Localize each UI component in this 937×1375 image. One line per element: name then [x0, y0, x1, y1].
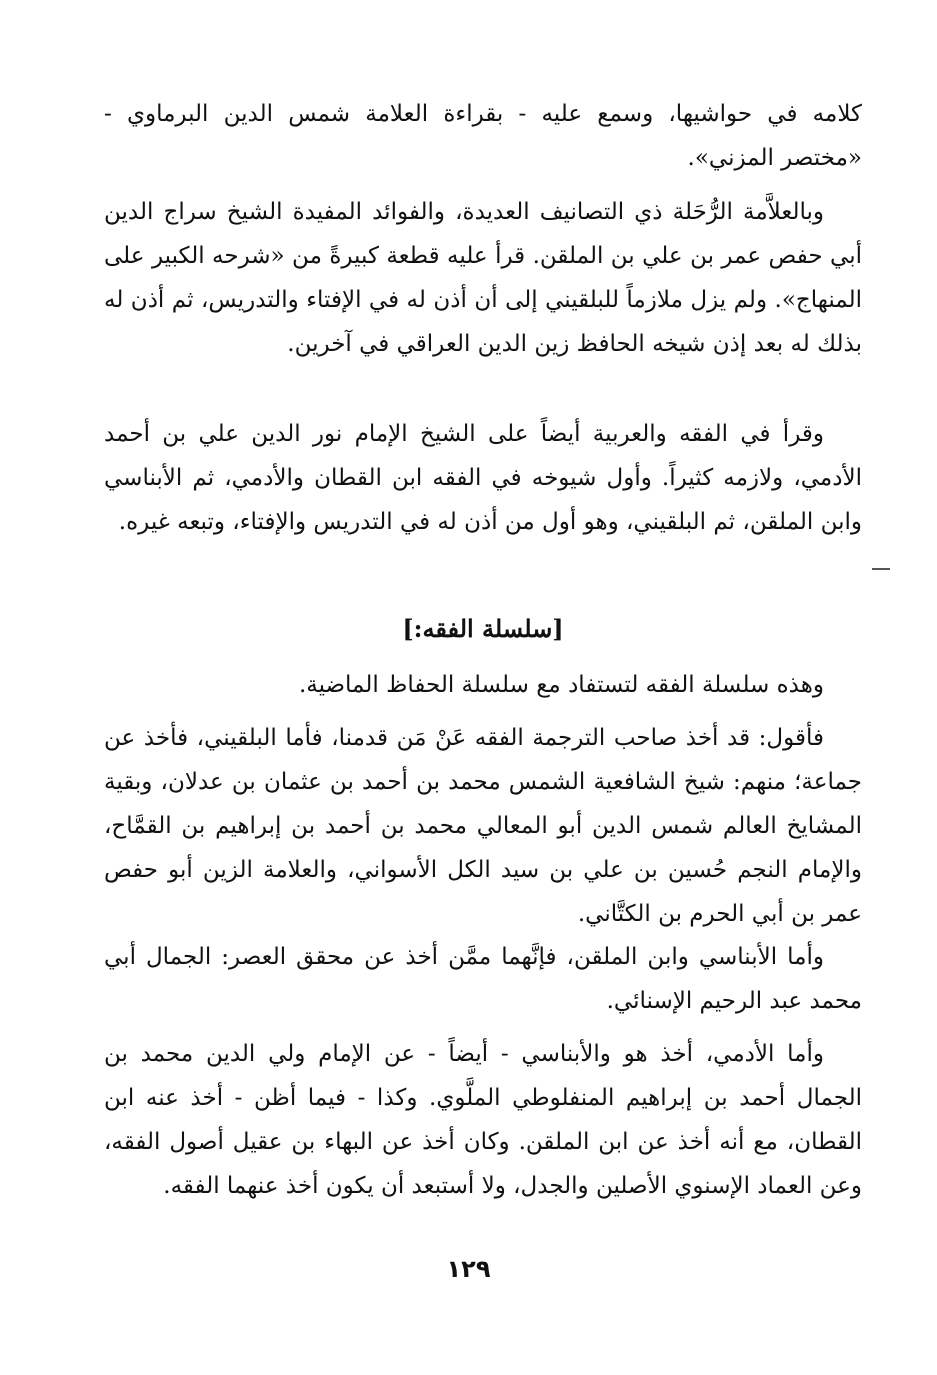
paragraph-adami-teachers: وأما الأدمي، أخذ هو والأبناسي - أيضاً - عن الإمام ولي الدين محمد بن الجمال أحمد بن إبراهيم المنفلوطي الملَّوي. وكذا - فيما أظن - أخذ عنه ابن القطان، مع أنه أخذ عن ابن الملقن. وكان أخذ عن البهاء بن عقيل أصول الفقه، وعن العماد الإسنوي الأصلين والجدل، ولا أستبعد أن يكون أخذ عنهما الفقه. [104, 1041, 862, 1199]
paragraph-bulqini-teachers: فأقول: قد أخذ صاحب الترجمة الفقه عَنْ مَن قدمنا، فأما البلقيني، فأخذ عن جماعة؛ منهم: شيخ الشافعية الشمس محمد بن أحمد بن عثمان بن عدلان، وبقية المشايخ العالم شمس الدين أبو المعالي محمد بن أحمد بن إبراهيم بن القمَّاح، والإمام النجم حُسين بن علي بن سيد الكل الأسواني، والعلامة الزين أبو حفص عمر بن أبي الحرم بن الكتَّاني. [104, 725, 862, 927]
margin-mark [872, 568, 890, 570]
paragraph-fiqh-teachers: وقرأ في الفقه والعربية أيضاً على الشيخ الإمام نور الدين علي بن أحمد الأدمي، ولازمه كثيراً. وأول شيوخه في الفقه ابن القطان والأدمي، ثم الأبناسي وابن الملقن، ثم البلقيني، وهو أول من أذن له في التدريس والإفتاء، وتبعه غيره. [104, 421, 862, 535]
page-number: ١٢٩ [446, 1255, 491, 1283]
paragraph-abnasi-teachers: وأما الأبناسي وابن الملقن، فإنَّهما ممَّن أخذ عن محقق العصر: الجمال أبي محمد عبد الرحيم الإسنائي. [104, 944, 862, 1014]
section-heading: [سلسلة الفقه:] [402, 614, 564, 643]
paragraph-intro-chain: وهذه سلسلة الفقه لتستفاد مع سلسلة الحفاظ الماضية. [298, 672, 824, 698]
paragraph-siraj-al-din: وبالعلاَّمة الرُّحَلة ذي التصانيف العديدة، والفوائد المفيدة الشيخ سراج الدين أبي حفص عمر بن علي بن الملقن. قرأ عليه قطعة كبيرةً من «شرحه الكبير على المنهاج». ولم يزل ملازماً للبلقيني إلى أن أذن له في الإفتاء والتدريس، ثم أذن له بذلك له بعد إذن شيخه الحافظ زين الدين العراقي في آخرين. [104, 199, 862, 357]
paragraph-continuation: كلامه في حواشيها، وسمع عليه - بقراءة العلامة شمس الدين البرماوي - «مختصر المزني». [104, 101, 862, 171]
